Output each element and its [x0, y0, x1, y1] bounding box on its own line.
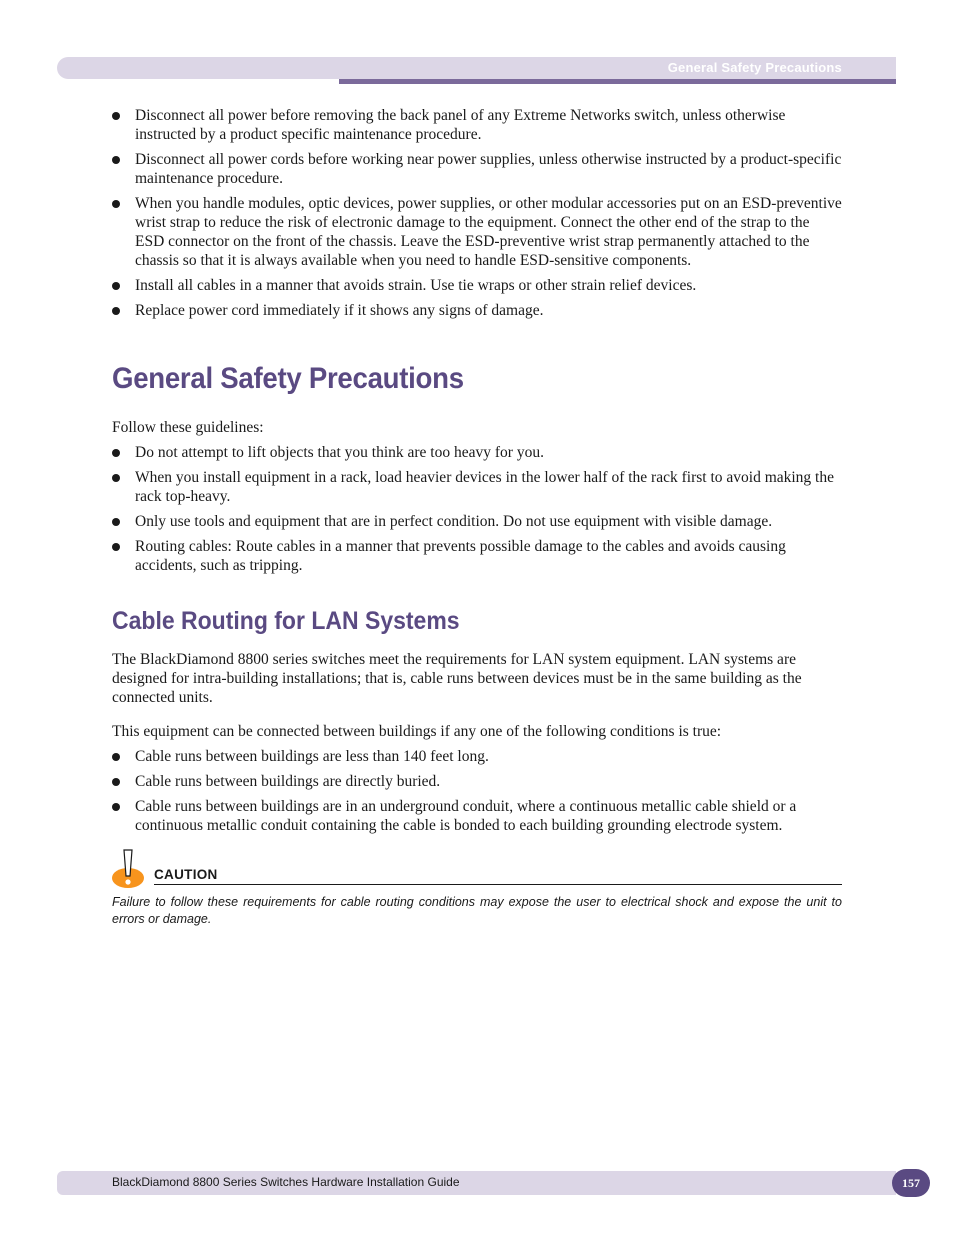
section-heading-cable-routing: Cable Routing for LAN Systems — [112, 607, 460, 635]
caution-icon — [112, 849, 148, 889]
list-item: Routing cables: Route cables in a manner that prevents possible damage to the cables and avoids causing accidents, such as tripping. — [112, 537, 842, 575]
caution-notice — [112, 849, 842, 928]
list-item: Replace power cord immediately if it shows any signs of damage. — [112, 301, 842, 320]
list-item: Only use tools and equipment that are in perfect condition. Do not use equipment with visible damage. — [112, 512, 842, 531]
list-item: Do not attempt to lift objects that you think are too heavy for you. — [112, 443, 842, 462]
paragraph: The BlackDiamond 8800 series switches meet the requirements for LAN system equipment. LAN systems are designed for intra-building installations; that is, cable runs between devices must be in the same building as the connected units. — [112, 651, 802, 706]
list-item: Cable runs between buildings are directly buried. — [112, 772, 842, 791]
header-accent-rule — [339, 79, 896, 84]
list-item: When you install equipment in a rack, load heavier devices in the lower half of the rack first to avoid making the rack top-heavy. — [112, 468, 842, 506]
footer-guide-title: BlackDiamond 8800 Series Switches Hardware Installation Guide — [112, 1175, 460, 1189]
paragraph: This equipment can be connected between buildings if any one of the following conditions is true: — [112, 723, 722, 740]
list-item: When you handle modules, optic devices, power supplies, or other modular accessories put on an ESD-preventive wrist strap to reduce the risk of electronic damage to the equipment. Connect the other end of the strap to the ESD connector on the front of the chassis. Leave the ESD-preventive wrist strap permanently attached to the chassis so that it is always available when you need to handle ESD-sensitive components. — [112, 194, 842, 270]
page-content — [112, 106, 842, 928]
list-item: Disconnect all power before removing the back panel of any Extreme Networks switch, unless otherwise instructed by a product specific maintenance procedure. — [112, 106, 842, 144]
page-number-badge: 157 — [892, 1169, 930, 1197]
list-item: Install all cables in a manner that avoids strain. Use tie wraps or other strain relief devices. — [112, 276, 842, 295]
caution-label: CAUTION — [154, 849, 842, 885]
cable-conditions-list — [112, 747, 842, 835]
safety-bullet-list — [112, 443, 842, 575]
caution-text: Failure to follow these requirements for cable routing conditions may expose the user to electrical shock and expose the unit to errors or damage. — [112, 895, 842, 926]
running-header-title: General Safety Precautions — [667, 60, 842, 75]
list-item: Cable runs between buildings are in an underground conduit, where a continuous metallic cable shield or a continuous metallic conduit containing the cable is bonded to each building grounding electrode system. — [112, 797, 842, 835]
section-lead: Follow these guidelines: — [112, 419, 264, 436]
list-item: Cable runs between buildings are less than 140 feet long. — [112, 747, 842, 766]
list-item: Disconnect all power cords before working near power supplies, unless otherwise instructed by a product-specific maintenance procedure. — [112, 150, 842, 188]
intro-bullet-list — [112, 106, 842, 320]
section-heading-general-safety: General Safety Precautions — [112, 362, 464, 395]
